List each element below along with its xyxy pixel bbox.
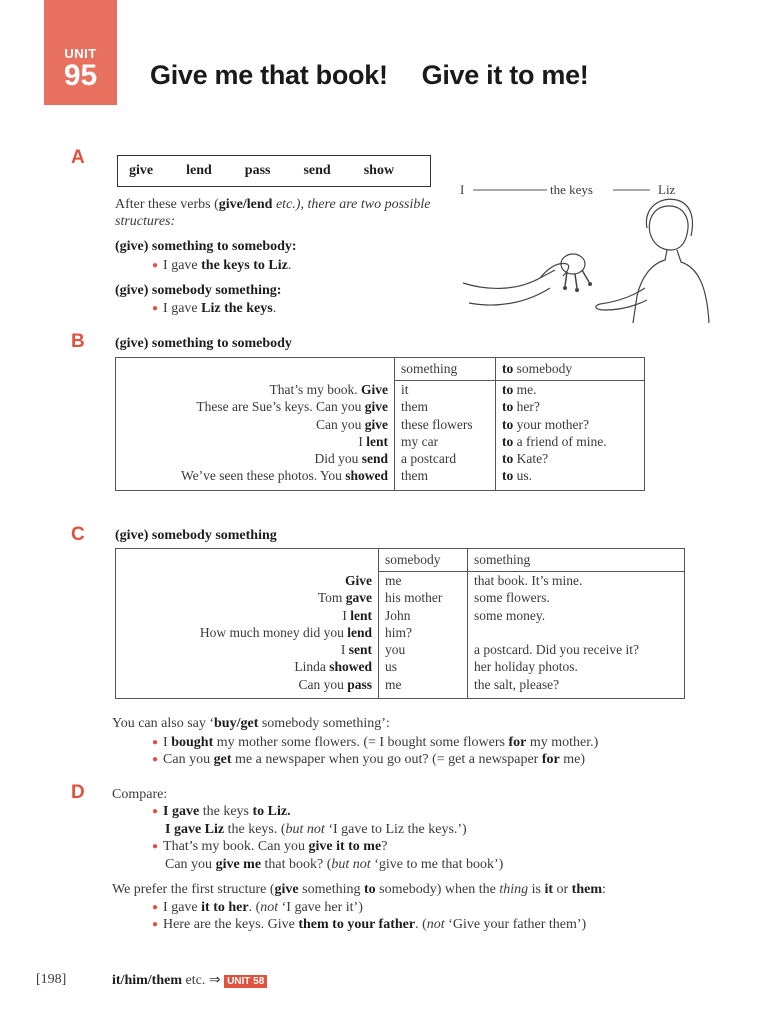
cross-reference[interactable]: it/him/them etc. ⇒ UNIT 58 bbox=[112, 972, 267, 989]
table-row: Did you send a postcard to Kate? bbox=[116, 450, 645, 467]
compare-label: Compare: bbox=[112, 787, 168, 802]
verb-show: show bbox=[363, 163, 395, 178]
table-row: These are Sue’s keys. Can you give them to her? bbox=[116, 398, 645, 415]
table-row: Can you pass me the salt, please? bbox=[116, 676, 685, 699]
hand-keys-drawing bbox=[455, 178, 720, 328]
section-letter-c: C bbox=[71, 524, 85, 545]
section-letter-d: D bbox=[71, 782, 85, 803]
table-row: We’ve seen these photos. You showed them to us. bbox=[116, 467, 645, 490]
table-row: Tom gave his mother some flowers. bbox=[116, 589, 685, 606]
section-letter-a: A bbox=[71, 147, 85, 168]
title-part-1: Give me that book! bbox=[150, 60, 388, 90]
unit-number: 95 bbox=[63, 59, 98, 92]
label-i: I bbox=[460, 182, 465, 197]
verb-give: give bbox=[129, 163, 154, 178]
structure-1: (give) something to somebody: bbox=[115, 239, 297, 254]
buy-example: ● I bought my mother some flowers. (= I bought some flowers for my mother.) bbox=[152, 734, 598, 752]
compare-ex-2b: Can you give me that book? (but not ‘give to me that book’) bbox=[165, 857, 504, 872]
section-a-intro: After these verbs (give/lend etc.), there are two possible structures: bbox=[115, 197, 431, 229]
keys-illustration bbox=[455, 178, 720, 328]
verb-box bbox=[117, 155, 431, 187]
also-say-note: You can also say ‘buy/get somebody something’: bbox=[112, 716, 390, 731]
unit-label: UNIT bbox=[64, 46, 97, 61]
compare-ex-2: ● That’s my book. Can you give it to me? bbox=[152, 838, 387, 856]
unit-badge bbox=[44, 0, 117, 105]
preference-ex-2: ● Here are the keys. Give them to your father. (not ‘Give your father them’) bbox=[152, 916, 586, 934]
col-header-something-c: something bbox=[468, 549, 685, 572]
table-row: Can you give these flowers to your mother? bbox=[116, 416, 645, 433]
page-number: [198] bbox=[36, 972, 67, 987]
preference-note: We prefer the first structure (give something to somebody) when the thing is it or them: bbox=[112, 882, 606, 897]
table-row: I lent my car to a friend of mine. bbox=[116, 433, 645, 450]
label-liz: Liz bbox=[658, 182, 676, 197]
table-somebody-something bbox=[115, 548, 685, 699]
table-something-to-somebody bbox=[115, 357, 645, 491]
verb-lend: lend bbox=[186, 163, 212, 178]
table-row: How much money did you lend him? bbox=[116, 624, 685, 641]
unit-58-link[interactable]: UNIT 58 bbox=[224, 975, 267, 988]
title-part-2: Give it to me! bbox=[421, 60, 589, 90]
section-b-heading: (give) something to somebody bbox=[115, 336, 292, 351]
table-row: That’s my book. Give it to me. bbox=[116, 381, 645, 399]
example-1: ● I gave the keys to Liz. bbox=[152, 257, 291, 275]
table-row: I lent John some money. bbox=[116, 607, 685, 624]
get-example: ● Can you get me a newspaper when you go out? (= get a newspaper for me) bbox=[152, 751, 585, 769]
verb-send: send bbox=[303, 163, 331, 178]
col-header-to-somebody: to somebody bbox=[496, 358, 645, 381]
compare-ex-1b: I gave Liz the keys. (but not ‘I gave to Liz the keys.’) bbox=[165, 822, 467, 837]
table-row: Give me that book. It’s mine. bbox=[116, 572, 685, 590]
preference-ex-1: ● I gave it to her. (not ‘I gave her it’) bbox=[152, 899, 363, 917]
table-row: I sent you a postcard. Did you receive it? bbox=[116, 641, 685, 658]
label-the-keys: the keys bbox=[550, 182, 593, 197]
structure-2: (give) somebody something: bbox=[115, 283, 282, 298]
table-row: Linda showed us her holiday photos. bbox=[116, 658, 685, 675]
example-2: ● I gave Liz the keys. bbox=[152, 300, 276, 318]
col-header-something: something bbox=[395, 358, 496, 381]
section-c-heading: (give) somebody something bbox=[115, 528, 277, 543]
page-title bbox=[150, 60, 588, 91]
verb-pass: pass bbox=[244, 163, 271, 178]
section-letter-b: B bbox=[71, 331, 85, 352]
col-header-somebody: somebody bbox=[379, 549, 468, 572]
compare-ex-1: ● I gave the keys to Liz. bbox=[152, 803, 291, 821]
